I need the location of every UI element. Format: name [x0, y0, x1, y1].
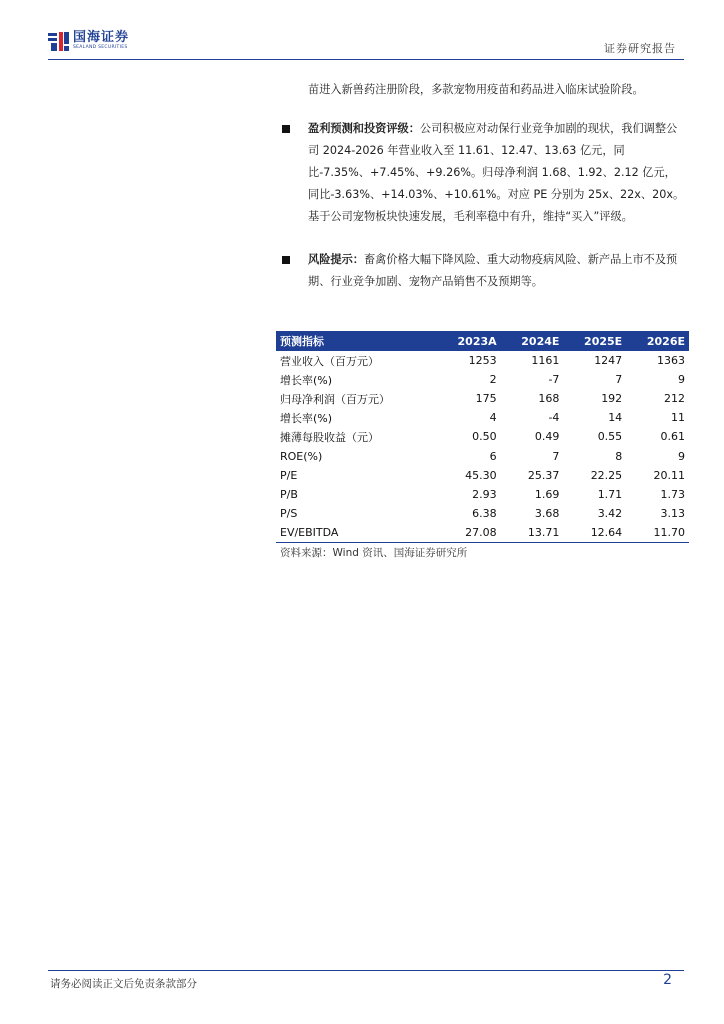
table-cell: 7: [615, 373, 623, 387]
table-cell: 13.71: [501, 523, 564, 543]
forecast-table: [276, 331, 689, 543]
table-cell: 1.73: [660, 487, 685, 501]
table-cell: ROE(%): [280, 449, 323, 463]
table-cell: 9: [678, 373, 685, 387]
table-cell: 175: [475, 392, 497, 406]
table-cell: 168: [538, 392, 560, 406]
table-cell: -4: [548, 411, 560, 425]
risk-heading: 风险提示：: [308, 253, 364, 266]
table-header-cell: 2024E: [501, 331, 564, 351]
table-cell: 14: [608, 411, 623, 425]
page-number: 2: [663, 972, 672, 988]
table-cell: 1.71: [597, 487, 623, 501]
table-source-note: 资料来源：Wind 资讯、国海证券研究所: [280, 547, 468, 559]
forecast-text: 公司积极应对动保行业竞争加剧的现状，我们调整公司 2024-2026 年营业收入至 11.61、12.47、13.63 亿元，同比-7.35%、+7.45%、+9.26%。归母净利润 1.68、1.92、2.12 亿元，同比-3.63%、+14.03%、+10.61%。对应 PE 分别为 25x、22x、20x。基于公司宠物板块快速发展，毛利率稳中有升，维持“买入”评级。: [308, 122, 685, 223]
bullet-square-icon: [282, 125, 290, 133]
table-row: [276, 351, 689, 370]
table-cell: 1363: [657, 354, 685, 368]
table-cell: 0.61: [660, 430, 685, 444]
table-cell: 3.13: [660, 506, 685, 520]
table-cell: 摊薄每股收益（元）: [280, 430, 379, 444]
forecast-heading: 盈利预测和投资评级：: [308, 122, 420, 135]
table-row: [276, 427, 689, 446]
table-cell: 6: [489, 449, 497, 463]
table-cell: 1247: [594, 354, 623, 368]
table-header-row: [276, 331, 689, 351]
table-row: [276, 466, 689, 485]
table-cell: 4: [489, 411, 497, 425]
logo-text-en: SEALAND SECURITIES: [73, 45, 128, 50]
sealand-logo-icon: [48, 30, 70, 52]
table-row: [276, 504, 689, 523]
table-row: [276, 485, 689, 504]
table-cell: 0.50: [472, 430, 497, 444]
bullet-square-icon: [282, 256, 290, 264]
table-cell: 20.11: [653, 468, 685, 482]
table-cell: 2.93: [472, 487, 497, 501]
table-cell: 增长率(%): [280, 373, 333, 387]
table-header-cell: 2023A: [437, 331, 501, 351]
footer-divider: [48, 970, 684, 971]
risk-text: 畜禽价格大幅下降风险、重大动物疫病风险、新产品上市不及预期、行业竞争加剧、宠物产品销售不及预期等。: [308, 253, 678, 288]
table-cell: 3.68: [534, 506, 560, 520]
table-cell: 8: [615, 449, 623, 463]
table-cell: 3.42: [597, 506, 623, 520]
table-header-cell: 预测指标: [276, 331, 437, 351]
table-cell: 9: [678, 449, 685, 463]
logo-text-cn: 国海证券: [73, 30, 130, 45]
table-cell: 1.69: [534, 487, 560, 501]
table-cell: 0.55: [597, 430, 623, 444]
table-cell: 12.64: [563, 523, 626, 543]
table-cell: 1253: [468, 354, 497, 368]
table-cell: 7: [552, 449, 560, 463]
table-cell: 1161: [531, 354, 560, 368]
table-cell: 归母净利润（百万元）: [280, 392, 390, 406]
table-cell: -7: [548, 373, 560, 387]
table-cell: 22.25: [590, 468, 623, 482]
table-cell: 45.30: [465, 468, 497, 482]
table-cell: 25.37: [527, 468, 560, 482]
table-cell: 192: [601, 392, 623, 406]
table-cell: 0.49: [534, 430, 560, 444]
header-divider: [48, 59, 684, 60]
table-cell: EV/EBITDA: [276, 523, 437, 543]
table-cell: 11.70: [626, 523, 689, 543]
table-cell: P/S: [280, 506, 298, 520]
table-cell: P/E: [280, 468, 298, 482]
risk-paragraph: [308, 249, 686, 293]
table-cell: 11: [671, 411, 685, 425]
table-cell: 6.38: [472, 506, 497, 520]
table-cell: 营业收入（百万元）: [280, 354, 379, 368]
table-row: [276, 370, 689, 389]
forecast-paragraph: [308, 118, 686, 228]
table-header-cell: 2025E: [563, 331, 626, 351]
table-cell: 212: [664, 392, 685, 406]
table-cell: 27.08: [437, 523, 501, 543]
intro-paragraph: 苗进入新兽药注册阶段，多款宠物用疫苗和药品进入临床试验阶段。: [308, 83, 644, 96]
table-cell: P/B: [280, 487, 298, 501]
table-row: [276, 446, 689, 465]
table-row: [276, 389, 689, 408]
footer-disclaimer: 请务必阅读正文后免责条款部分: [50, 978, 197, 990]
table-header-cell: 2026E: [626, 331, 689, 351]
table-row: [276, 408, 689, 427]
company-logo: [48, 30, 129, 52]
table-row: [276, 523, 689, 543]
report-type-label: 证券研究报告: [604, 42, 676, 55]
table-cell: 增长率(%): [280, 411, 333, 425]
table-cell: 2: [489, 373, 497, 387]
